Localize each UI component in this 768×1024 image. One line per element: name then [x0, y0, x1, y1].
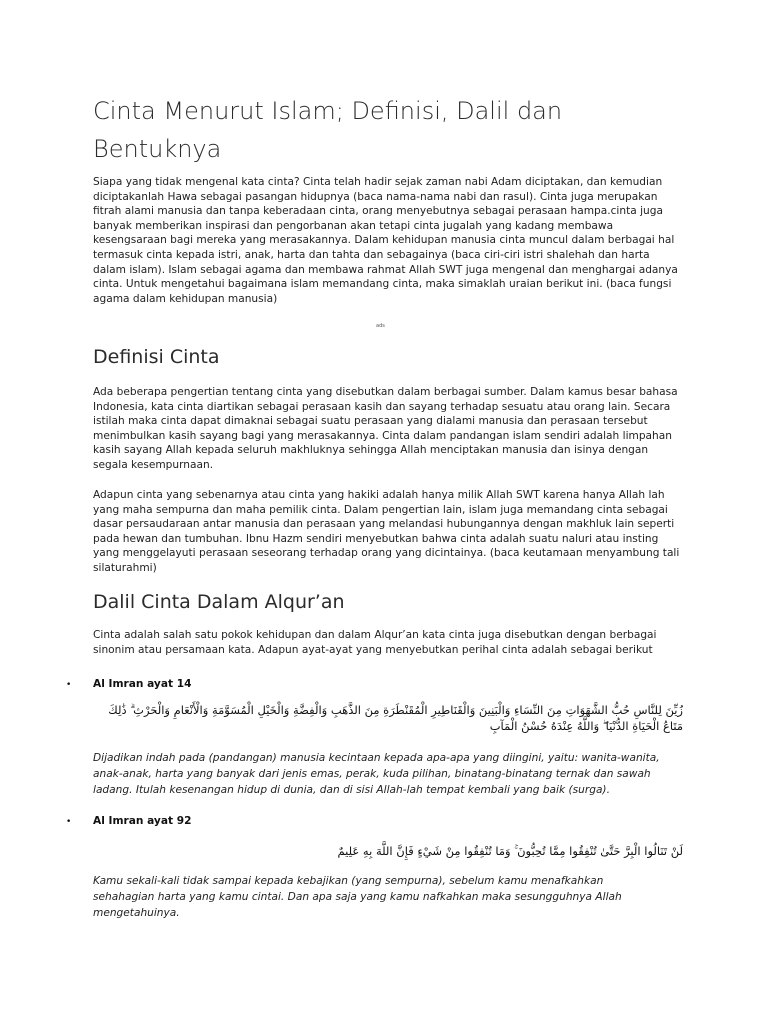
dalil-paragraph: Cinta adalah salah satu pokok kehidupan dan dalam Alqur’an kata cinta juga disebutkan dengan berbagai sinonim atau persamaan kata. Adapun ayat-ayat yang menyebutkan perihal cinta adalah sebagai berikut [93, 629, 657, 656]
verse-arabic-1: زُيِّنَ لِلنَّاسِ حُبُّ الشَّهَوَاتِ مِنَ النِّسَاءِ وَالْبَنِينَ وَالْقَنَاطِيرِ الْمُقَنْطَرَةِ مِنَ الذَّهَبِ وَالْفِضَّةِ وَالْخَيْلِ الْمُسَوَّمَةِ وَالْأَنْعَامِ وَالْحَرْثِ ۗ ذَٰلِكَ مَتَاعُ الْحَيَاةِ الدُّنْيَا ۖ وَاللَّهُ عِنْدَهُ حُسْنُ الْمَآبِ [108, 703, 683, 733]
bullet-icon: • [66, 817, 72, 827]
definisi-paragraph-2: Adapun cinta yang sebenarnya atau cinta yang hakiki adalah hanya milik Allah SWT karena hanya Allah lah yang maha sempurna dan maha pemilik cinta. Dalam pengertian lain, islam juga memandang cinta sebagai dasar persaudaraan antar manusia dan perasaan yang melandasi hubungannya dengan makhluk lain seperti pada hewan dan tumbuhan. Ibnu Hazm sendiri menyebutkan bahwa cinta adalah suatu naluri atau insting yang menggelayuti perasaan seseorang terhadap orang yang dicintainya. (baca keutamaan menyambung tali silaturahmi) [93, 489, 680, 574]
bullet-icon: • [66, 680, 72, 690]
intro-paragraph: Siapa yang tidak mengenal kata cinta? Cinta telah hadir sejak zaman nabi Adam diciptakan, dan kemudian diciptakanlah Hawa sebagai pasangan hidupnya (baca nama-nama nabi dan rasul). Cinta juga merupakan fitrah alami manusia dan tanpa keberadaan cinta, orang menyebutnya sebagai perasaan hampa.cinta juga banyak memberikan inspirasi dan pengorbanan akan tetapi cinta jugalah yang kadang membawa kesengsaraan bagi mereka yang merasakannya. Dalam kehidupan manusia cinta muncul dalam berbagai hal termasuk cinta kepada istri, anak, harta dan tahta dan sebagainya (baca ciri-ciri istri shalehah dan harta dalam islam). Islam sebagai agama dan membawa rahmat Allah SWT juga mengenal dan menghargai adanya cinta. Untuk mengetahui bagaimana islam memandang cinta, maka simaklah uraian berikut ini. (baca fungsi agama dalam kehidupan manusia) [93, 176, 678, 305]
ads-label: ads [376, 323, 385, 329]
page-title: Cinta Menurut Islam; Definisi, Dalil dan Bentuknya [93, 97, 563, 163]
verse-title-2: Al Imran ayat 92 [93, 815, 192, 827]
section-heading-definisi: Definisi Cinta [93, 346, 220, 368]
section-heading-dalil: Dalil Cinta Dalam Alqur’an [93, 591, 345, 613]
verse-translation-1: Dijadikan indah pada (pandangan) manusia kecintaan kepada apa-apa yang diingini, yaitu: wanita-wanita, anak-anak, harta yang banyak dari jenis emas, perak, kuda pilihan, binatang-binatang ternak dan sawah ladang. Itulah kesenangan hidup di dunia, dan di sisi Allah-lah tempat kembali yang baik (surga). [93, 752, 660, 796]
definisi-paragraph-1: Ada beberapa pengertian tentang cinta yang disebutkan dalam berbagai sumber. Dalam kamus besar bahasa Indonesia, kata cinta diartikan sebagai perasaan kasih dan sayang terhadap sesuatu atau orang lain. Secara istilah maka cinta dapat dimaknai sebagai suatu perasaan yang dialami manusia dan perasaan tersebut menimbulkan kasih sayang bagi yang merasakannya. Cinta dalam pandangan islam sendiri adalah limpahan kasih sayang Allah kepada seluruh makhluknya sehingga Allah menciptakan manusia dan isinya dengan segala kesempurnaan. [93, 386, 678, 471]
verse-title-1: Al Imran ayat 14 [93, 678, 192, 690]
verse-arabic-2: لَنْ تَنَالُوا الْبِرَّ حَتَّىٰ تُنْفِقُوا مِمَّا تُحِبُّونَ ۚ وَمَا تُنْفِقُوا مِنْ شَيْءٍ فَإِنَّ اللَّهَ بِهِ عَلِيمٌ [337, 844, 683, 858]
verse-translation-2: Kamu sekali-kali tidak sampai kepada kebajikan (yang sempurna), sebelum kamu menafkahkan sehahagian harta yang kamu cintai. Dan apa saja yang kamu nafkahkan maka sesungguhnya Allah mengetahuinya. [93, 875, 622, 919]
